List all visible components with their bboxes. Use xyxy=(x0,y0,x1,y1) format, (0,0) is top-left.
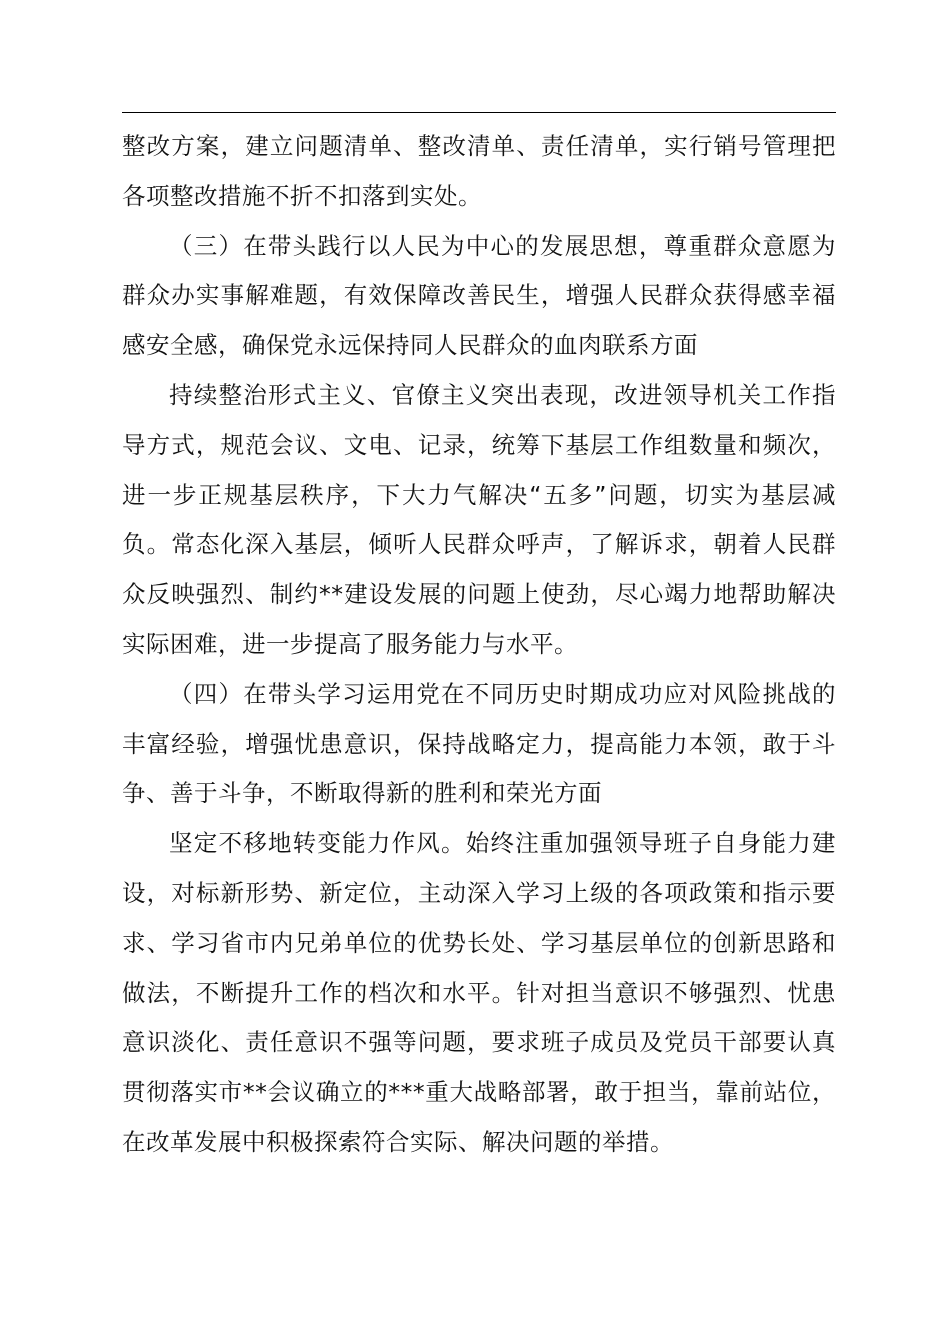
paragraph-body: 坚定不移地转变能力作风。始终注重加强领导班子自身能力建设，对标新形势、新定位，主动深入学习上级的各项政策和指示要求、学习省市内兄弟单位的优势长处、学习基层单位的创新思路和做法，不断提升工作的档次和水平。针对担当意识不够强烈、忧患意识淡化、责任意识不强等问题，要求班子成员及党员干部要认真贯彻落实市**会议确立的***重大战略部署，敢于担当，靠前站位，在改革发展中积极探索符合实际、解决问题的举措。 xyxy=(122,829,836,1156)
header-rule xyxy=(122,112,836,113)
paragraph-continuation: 整改方案，建立问题清单、整改清单、责任清单，实行销号管理把各项整改措施不折不扣落到实处。 xyxy=(122,132,836,210)
document-body xyxy=(122,122,836,1168)
section-heading-three: （三）在带头践行以人民为中心的发展思想，尊重群众意愿为群众办实事解难题，有效保障改善民生，增强人民群众获得感幸福感安全感，确保党永远保持同人民群众的血肉联系方面 xyxy=(122,231,836,360)
section-heading-four: （四）在带头学习运用党在不同历史时期成功应对风险挑战的丰富经验，增强忧患意识，保持战略定力，提高能力本领，敢于斗争、善于斗争，不断取得新的胜利和荣光方面 xyxy=(122,679,836,808)
paragraph-body: 持续整治形式主义、官僚主义突出表现，改进领导机关工作指导方式，规范会议、文电、记录，统筹下基层工作组数量和频次，进一步正规基层秩序，下大力气解决“五多”问题，切实为基层减负。常态化深入基层，倾听人民群众呼声，了解诉求，朝着人民群众反映强烈、制约**建设发展的问题上使劲，尽心竭力地帮助解决实际困难，进一步提高了服务能力与水平。 xyxy=(122,380,836,658)
